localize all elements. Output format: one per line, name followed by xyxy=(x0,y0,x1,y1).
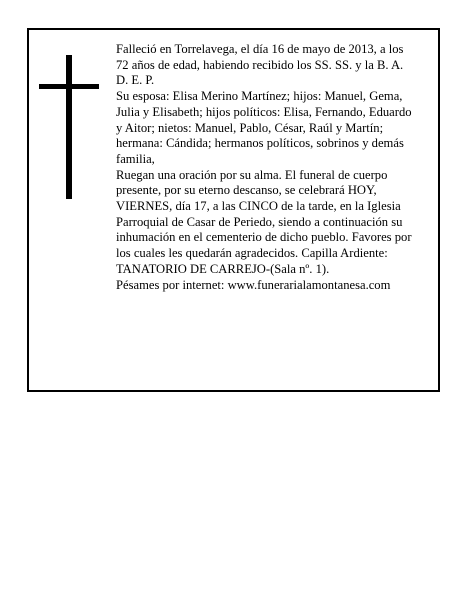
cross-icon xyxy=(39,55,99,199)
notice-text xyxy=(116,42,419,293)
obituary-notice xyxy=(27,28,440,392)
death-announcement: Falleció en Torrelavega, el día 16 de mayo de 2013, a los 72 años de edad, habiendo recibido los SS. SS. y la B. A. xyxy=(116,42,404,72)
cross-horizontal-bar xyxy=(39,84,99,89)
cross-vertical-bar xyxy=(66,55,72,199)
condolences-website: Pésames por internet: www.funerarialamontanesa.com xyxy=(116,277,391,292)
funeral-details: Ruegan una oración por su alma. El funeral de cuerpo presente, por su eterno descanso, se celebrará HOY, VIERNES, día 17, a las CINCO de la tarde, en la Iglesia Parroquial de Casar de Periedo, siendo a continuación su inhumación en el cementerio de dicho pueblo. Favores por los cuales les quedarán agradecidos. Capilla Ardiente: TANATORIO DE CARREJO-(Sala nº. 1). xyxy=(116,167,412,276)
family-list: Su esposa: Elisa Merino Martínez; hijos: Manuel, Gema, Julia y Elisabeth; hijos políticos: Elisa, Fernando, Eduardo y Aitor; nietos: Manuel, Pablo, César, Raúl y Martín; hermana: Cándida; hermanos políticos, sobrinos y demás familia, xyxy=(116,89,412,166)
rest-in-peace: D. E. P. xyxy=(116,73,155,88)
